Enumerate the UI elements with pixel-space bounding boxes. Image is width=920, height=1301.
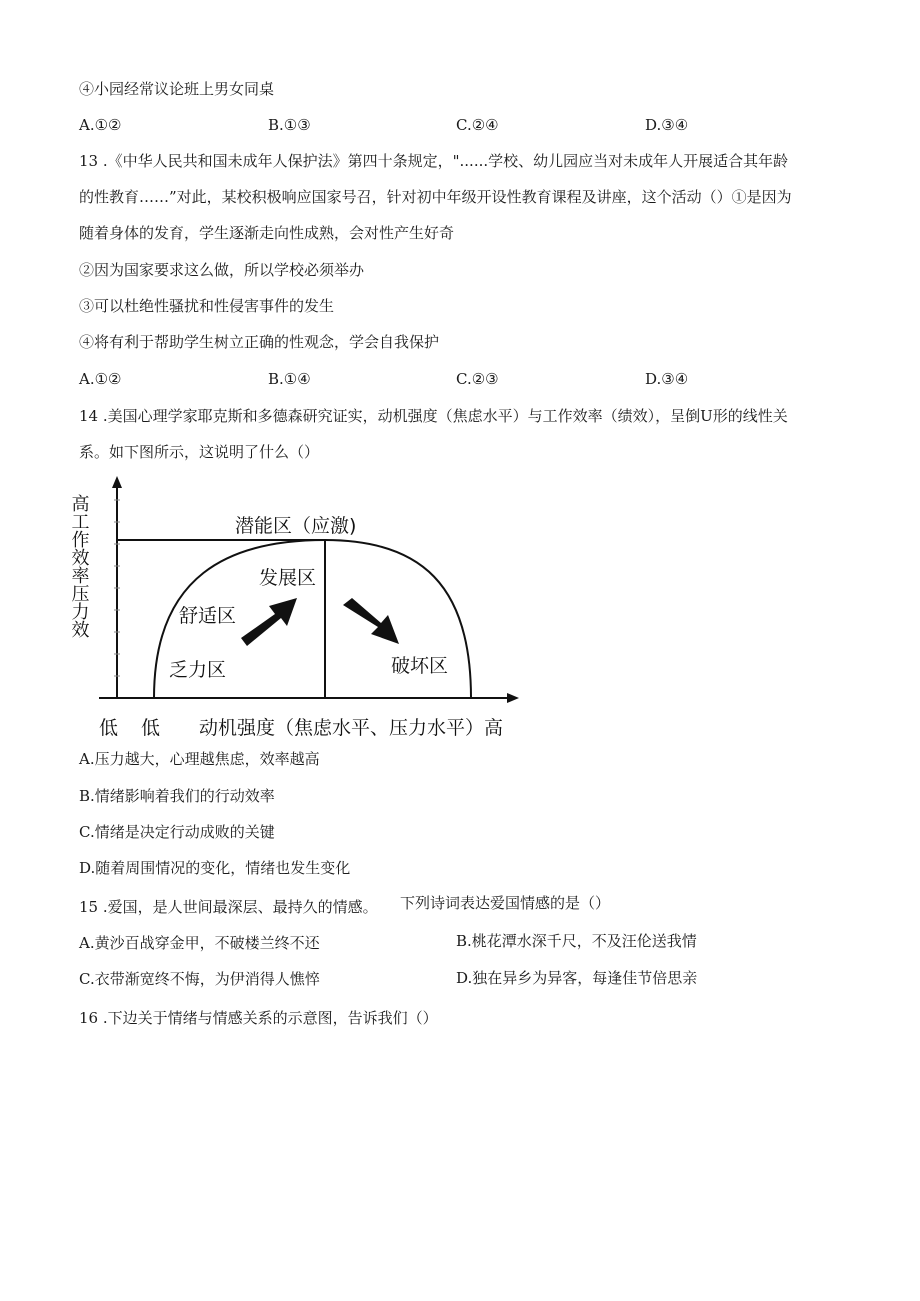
y-axis-arrow <box>112 476 122 488</box>
q13-option-a: A.①② <box>79 370 122 388</box>
q13-stem-line-3: 随着身体的发育，学生逐渐走向性成熟，会对性产生好奇 <box>79 224 455 242</box>
q13-item-2: ②因为国家要求这么做，所以学校必须举办 <box>79 261 365 279</box>
q13-option-c: C.②③ <box>456 370 499 388</box>
q15-stem-part-2: 下列诗词表达爱国情感的是（） <box>400 894 611 912</box>
q13-option-b: B.①④ <box>268 370 311 388</box>
yerkes-dodson-diagram <box>68 470 529 742</box>
rising-arrow-icon <box>241 598 297 646</box>
zone-comfort-label: 舒适区 <box>179 605 237 627</box>
q14-option-c: C.情绪是决定行动成败的关键 <box>79 823 275 841</box>
q12-option-b: B.①③ <box>268 116 311 134</box>
q13-item-3: ③可以杜绝性骚扰和性侵害事件的发生 <box>79 297 335 315</box>
q13-stem-line-1: 13 .《中华人民共和国未成年人保护法》第四十条规定，"......学校、幼儿园应当对未成年人开展适合其年龄 <box>79 152 789 170</box>
q14-stem-line-1: 14 .美国心理学家耶克斯和多德森研究证实，动机强度（焦虑水平）与工作效率（绩效），呈倒U形的线性关 <box>79 407 788 425</box>
x-axis-low-outer: 低 <box>99 717 119 739</box>
q13-stem-line-2: 的性教育……”对此，某校积极响应国家号召，针对初中年级开设性教育课程及讲座，这个活动（）①是因为 <box>79 188 792 206</box>
q15-option-c: C.衣带渐宽终不悔，为伊消得人憔悴 <box>79 970 320 988</box>
q16-stem: 16 .下边关于情绪与情感关系的示意图，告诉我们（） <box>79 1009 438 1027</box>
q15-option-b: B.桃花潭水深千尺，不及汪伦送我情 <box>456 932 697 950</box>
q15-option-d: D.独在异乡为异客，每逢佳节倍思亲 <box>456 969 698 987</box>
q14-option-b: B.情绪影响着我们的行动效率 <box>79 787 275 805</box>
q13-option-d: D.③④ <box>645 370 689 388</box>
q15-option-a: A.黄沙百战穿金甲，不破楼兰终不还 <box>79 934 320 952</box>
q13-item-4: ④将有利于帮助学生树立正确的性观念，学会自我保护 <box>79 333 440 351</box>
zone-develop-label: 发展区 <box>259 567 317 589</box>
x-axis-low-inner: 低 <box>141 717 161 739</box>
q14-stem-line-2: 系。如下图所示，这说明了什么（） <box>79 443 320 461</box>
falling-arrow-icon <box>343 598 399 644</box>
zone-fatigue-label: 乏力区 <box>169 659 227 681</box>
q14-option-d: D.随着周围情况的变化，情绪也发生变化 <box>79 859 351 877</box>
q15-stem-part-1: 15 .爱国，是人世间最深层、最持久的情感。 <box>79 898 378 916</box>
zone-top-label: 潜能区（应激) <box>235 515 357 537</box>
q12-option-a: A.①② <box>79 116 122 134</box>
q14-option-a: A.压力越大，心理越焦虑，效率越高 <box>79 750 320 768</box>
x-axis-label: 动机强度（焦虑水平、压力水平）高 <box>199 717 504 739</box>
q12-item-4: ④小园经常议论班上男女同桌 <box>79 80 275 98</box>
q12-option-c: C.②④ <box>456 116 499 134</box>
x-axis-arrow <box>507 693 519 703</box>
zone-destroy-label: 破坏区 <box>391 655 449 677</box>
y-axis-label: 高工作效率压力效 <box>68 494 90 638</box>
q12-option-d: D.③④ <box>645 116 689 134</box>
